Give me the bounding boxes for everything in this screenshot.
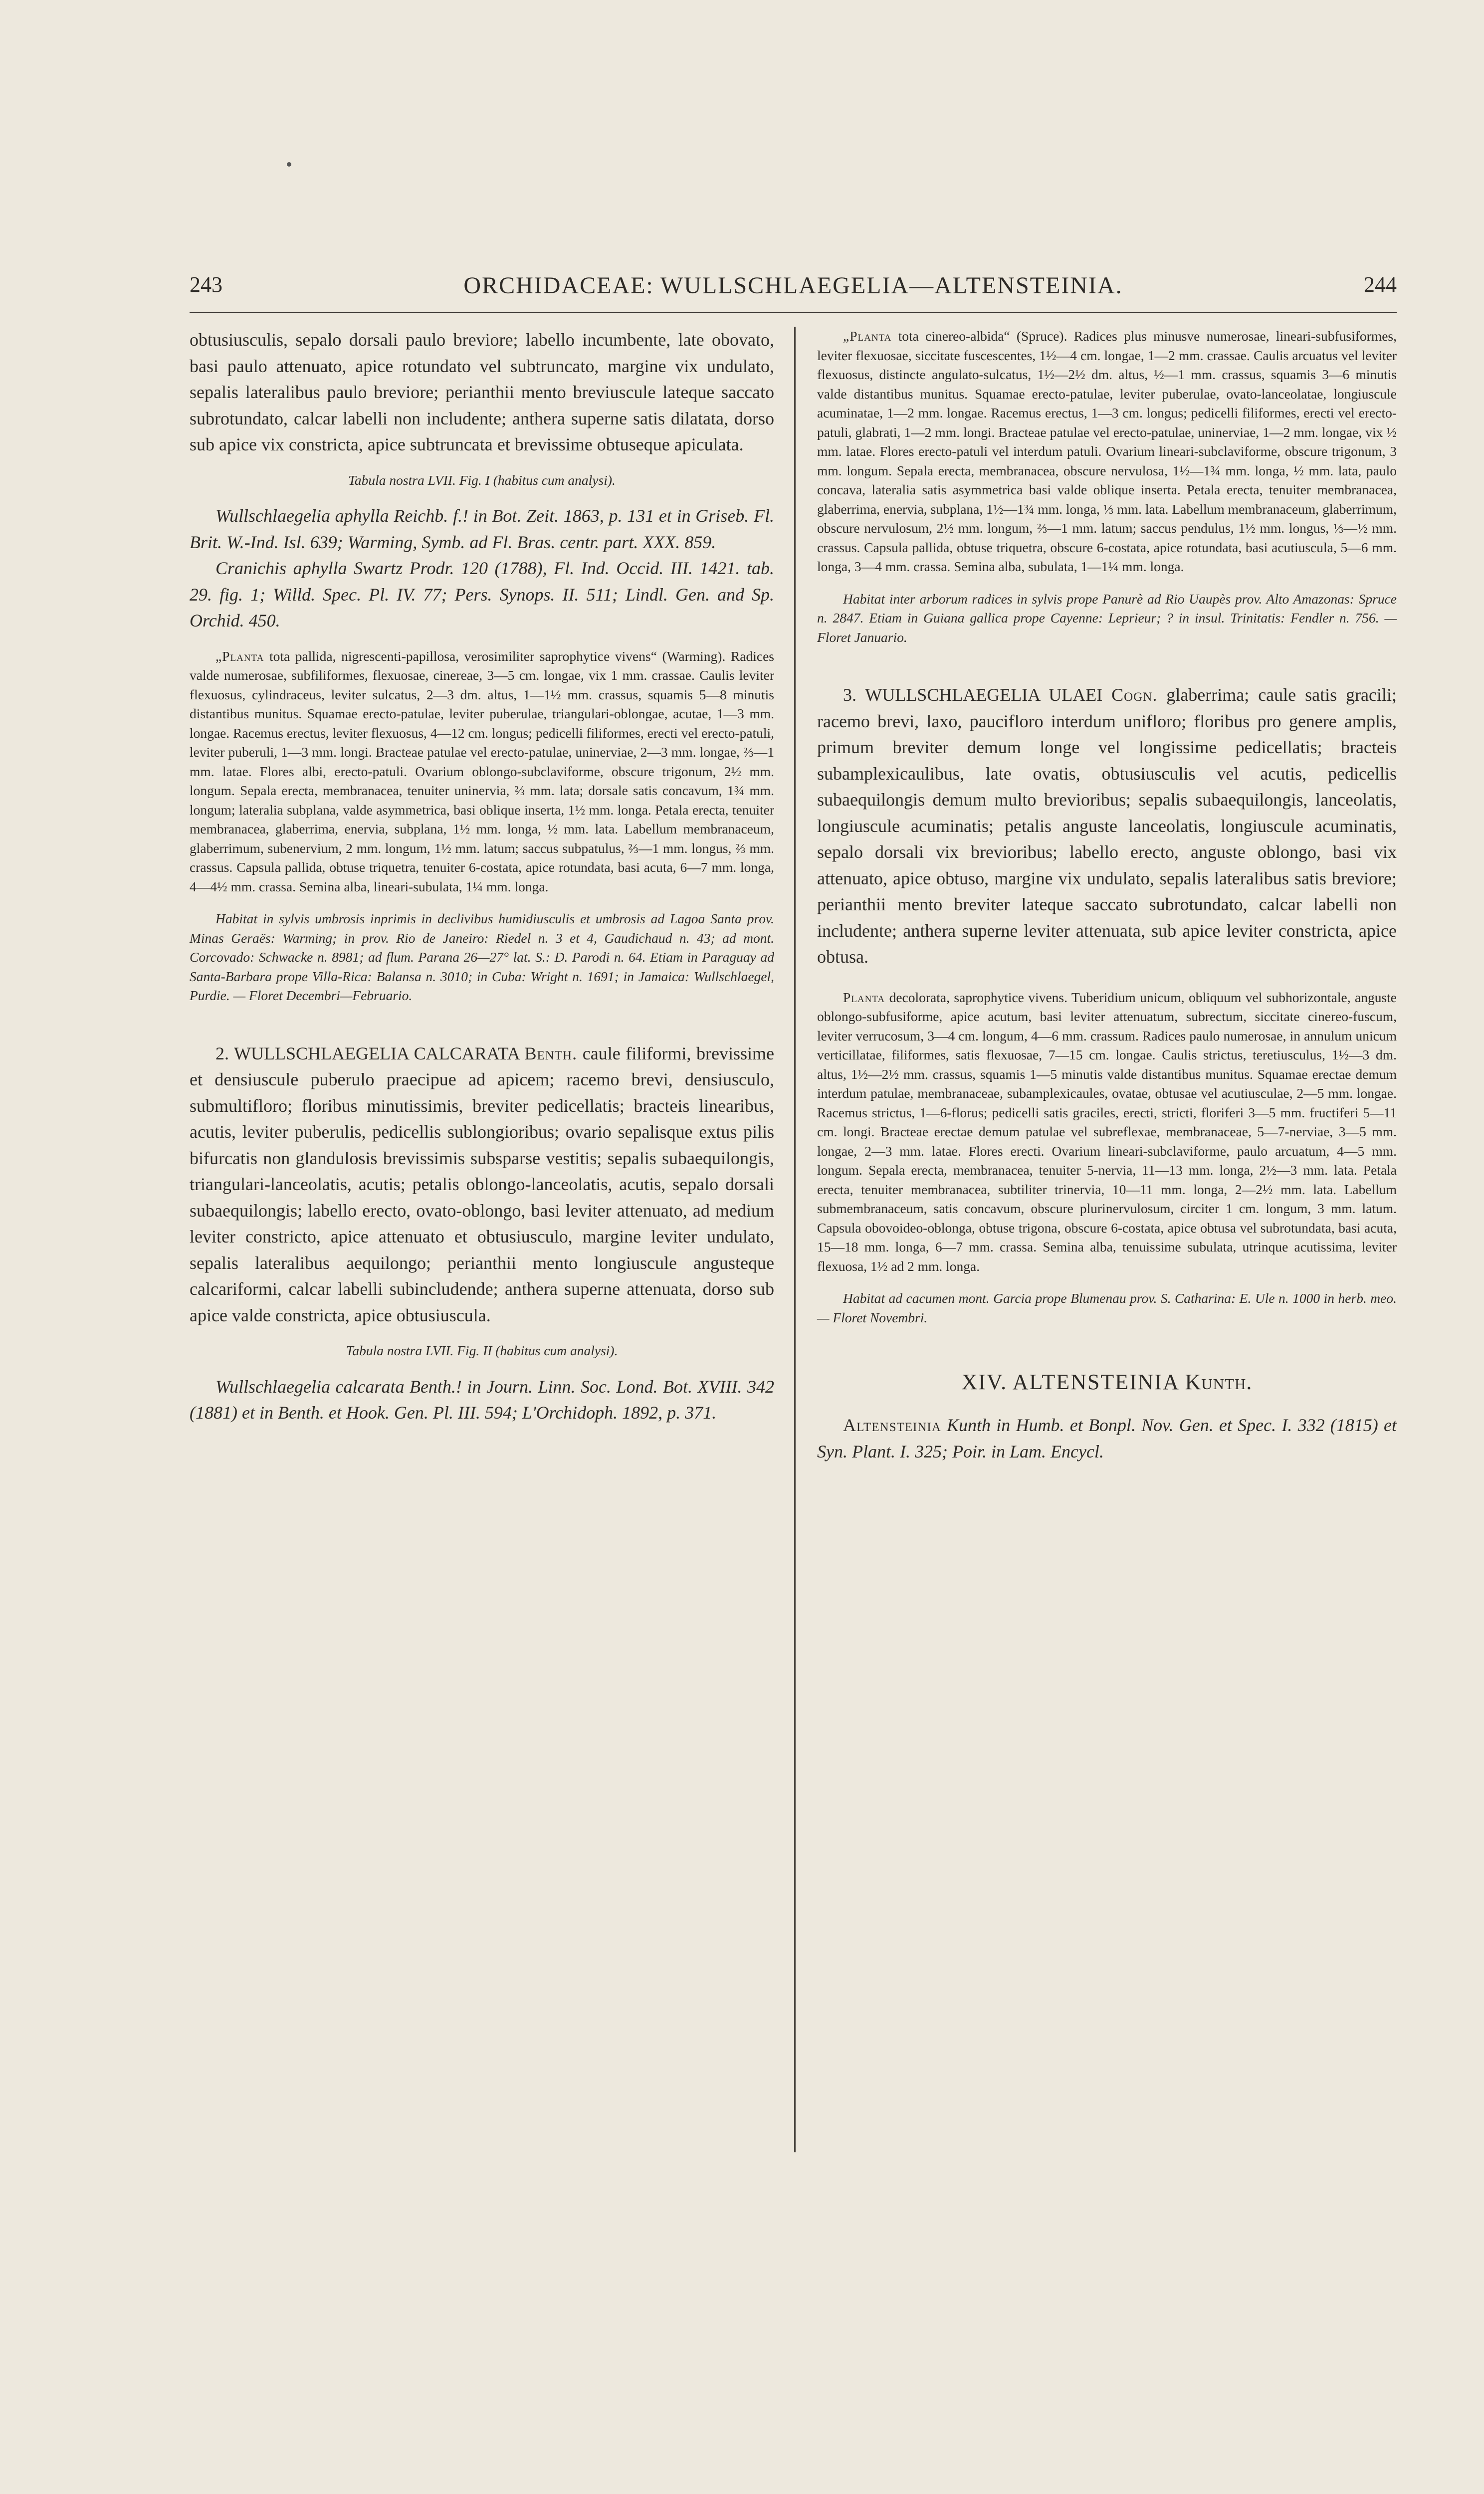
species1-description-end: obtusiusculis, sepalo dorsali paulo breviore; labello incumbente, late obovato, basi paulo attenuato, apice rotundato vel subtruncato, margine vix undulato, sepalis lateralibus paulo breviore; perianthii mento breviuscule lateque saccato subrotundato, calcar labelli non includente; anthera superne satis dilatata, dorso sub apice vix constricta, apice subtruncata et brevissime obtuseque apiculata. [190, 330, 774, 454]
right-column [817, 327, 1397, 1464]
planta-label: „Planta [215, 648, 264, 664]
synonym-reference-3: Wullschlaegelia calcarata Benth.! in Journ. Linn. Soc. Lond. Bot. XVIII. 342 (1881) et in Benth. et Hook. Gen. Pl. III. 594; L'Orchidoph. 1892, p. 371. [190, 1376, 774, 1423]
plate-reference-2: Tabula nostra LVII. Fig. II (habitus cum analysi). [346, 1343, 618, 1358]
page-number-left: 243 [190, 272, 222, 297]
genus-heading [817, 1367, 1397, 1397]
ink-speck [287, 162, 291, 167]
genus-name: Altensteinia [843, 1415, 941, 1435]
planta-label-2: „Planta [843, 328, 892, 344]
header-rule [190, 312, 1397, 313]
species2-habitat: Habitat inter arborum radices in sylvis prope Panurè ad Rio Uaupès prov. Alto Amazonas: Spruce n. 2847. Etiam in Guiana gallica prope Cayenne: Leprieur; ? in insul. Trinitatis: Fendler n. 756. — Floret Januario. [817, 591, 1397, 645]
species2-detailed-description [817, 327, 1397, 577]
species1-detailed-text: tota pallida, nigrescenti-papillosa, verosimiliter saprophytice vivens“ (Warming). Radices valde numerosae, subfiliformes, flexuosae, cinereae, 3—5 cm. longae, vix 1 mm. crassae. Caulis leviter flexuosus, cylindraceus, leviter sulcatus, 2—3 dm. altus, 1—1½ mm. crassus, squamis 5—8 minutis distantibus munitus. Squamae erecto-patulae, leviter puberulae, triangulari-oblongae, acutae, 1—3 mm. longae. Racemus erectus, leviter flexuosus, 4—12 cm. longus; pedicelli filiformes, erecti vel erecto-patuli, leviter puberuli, 1—3 mm. longi. Bracteae patulae vel erecto-patulae, uninerviae, 2—3 mm. longae, ⅔—1 mm. latae. Flores albi, erecto-patuli. Ovarium oblongo-subclaviforme, obscure trigonum, 2½ mm. longum. Sepala erecta, membranacea, tenuiter uninervia, ⅔ mm. lata; dorsale satis concavum, 1¾ mm. longum; lateralia subplana, valde asymmetrica, basi oblique inserta, 1½ mm. longa. Petala erecta, tenuiter membranacea, glaberrima, enervia, subplana, 1½ mm. longa, ½ mm. lata. Labellum membranaceum, glaberrimum, subenervium, 2 mm. longum, 1½ mm. latum; saccus subpatulus, ⅔—1 mm. longus, ⅔ mm. crassus. Capsula pallida, obtuse triquetra, tenuiter 6-costata, apice rotundata, basi acuta, 6—7 mm. longa, 4—4½ mm. crassa. Semina alba, lineari-subulata, 1¼ mm. longa. [190, 648, 774, 894]
genus-heading-author: Kunth. [1185, 1370, 1253, 1394]
species1-detailed-description [190, 647, 774, 897]
planta-label-3: Planta [843, 989, 885, 1005]
synonym-reference-1: Wullschlaegelia aphylla Reichb. f.! in Bot. Zeit. 1863, p. 131 et in Griseb. Fl. Brit. W.-Ind. Isl. 639; Warming, Symb. ad Fl. Bras. centr. part. XXX. 859. [190, 506, 774, 552]
genus-reference [817, 1412, 1397, 1464]
page-number-right: 244 [1364, 272, 1397, 297]
species2-author: Benth. [524, 1043, 578, 1063]
synonym-reference-2: Cranichis aphylla Swartz Prodr. 120 (1788), Fl. Ind. Occid. III. 1421. tab. 29. fig. 1; Willd. Spec. Pl. IV. 77; Pers. Synops. II. 511; Lindl. Gen. and Sp. Orchid. 450. [190, 558, 774, 630]
running-title: ORCHIDACEAE: WULLSCHLAEGELIA—ALTENSTEINIA. [463, 272, 1123, 299]
species2-detailed-text: tota cinereo-albida“ (Spruce). Radices plus minusve numerosae, lineari-subfusiformes, leviter flexuosae, siccitate fuscescentes, 1½—4 cm. longae, 1—2 mm. crassae. Caulis arcuatus vel leviter flexuosus, distincte angulato-sulcatus, 1½—2½ dm. altus, ½—1 mm. crassus, squamis 3—6 minutis valde distantibus munitus. Squamae erecto-patulae, leviter puberulae, ovato-lanceolatae, longiuscule acuminatae, 1—2 mm. longae. Racemus erectus, 1—3 cm. longus; pedicelli filiformes, erecti vel erecto-patuli, glabrati, 1—2 mm. longi. Bracteae patulae vel erecto-patulae, uninerviae, 1—2 mm. longae, vix ½ mm. latae. Flores erecto-patuli vel interdum patuli. Ovarium lineari-subclaviforme, obscure trigonum, 3 mm. longum. Sepala erecta, membranacea, obscure nervulosa, 1½—1¾ mm. longa, ½ mm. lata, paulo concava, lateralia satis asymmetrica basi valde oblique inserta. Petala erecta, tenuiter membranacea, glaberrima, enervia, subplana, 1½—1¾ mm. longa, ⅓ mm. lata. Labellum membranaceum, glaberrimum, obscure nervulosum, 2½ mm. longum, ⅔—1 mm. latum; saccus pendulus, 1½ mm. longus, ⅓—½ mm. crassus. Capsula pallida, obtuse triquetra, obscure 6-costata, apice rotundata, basi acutiuscula, 5—6 mm. longa, 3—4 mm. crassa. Semina alba, subulata, 1—1¼ mm. longa. [817, 328, 1397, 574]
species1-habitat: Habitat in sylvis umbrosis inprimis in declivibus humidiusculis et umbrosis ad Lagoa Santa prov. Minas Geraës: Warming; in prov. Rio de Janeiro: Riedel n. 3 et 4, Gaudichaud n. 43; ad mont. Corcovado: Schwacke n. 8981; ad flum. Parana 26—27° lat. S.: D. Parodi n. 64. Etiam in Paraguay ad Santa-Barbara prope Villa-Rica: Balansa n. 3010; in Cuba: Wright n. 1691; in Jamaica: Wullschlaegel, Purdie. — Floret Decembri—Februario. [190, 911, 774, 1003]
species3-text: glaberrima; caule satis gracili; racemo brevi, laxo, paucifloro interdum unifloro; floribus pro genere amplis, primum breviter demum longe vel longissime pedicellatis; bracteis subamplexicaulibus, late ovatis, obtusiusculis vel acutis, pedicellis subaequilongis demum multo brevioribus; sepalis subaequilongis, lanceolatis, longiuscule acuminatis; petalis anguste lanceolatis, longiuscule acuminatis, sepalo dorsali vix brevioribus; labello erecto, anguste oblongo, basi vix attenuato, apice obtuso, margine vix undulato, sepalis lateralibus satis breviore; perianthii mento breviter lateque saccato subrotundato, calcar labelli non includente; anthera superne leviter attenuata, sub apice leviter constricta, apice obtusa. [817, 685, 1397, 967]
species3-habitat: Habitat ad cacumen mont. Garcia prope Blumenau prov. S. Catharina: E. Ule n. 1000 in herb. meo. — Floret Novembri. [817, 1290, 1397, 1325]
column-divider [794, 327, 796, 2152]
genus-heading-title: XIV. ALTENSTEINIA [961, 1370, 1179, 1394]
species3-diagnosis [817, 682, 1397, 970]
species3-author: Cogn. [1111, 685, 1158, 705]
species2-text: caule filiformi, brevissime et densiuscule puberulo praecipue ad apicem; racemo brevi, densiusculo, submultifloro; floribus minutissimis, breviter pedicellatis; bracteis linearibus, acutis, leviter puberulis, pedicellis sublongioribus; ovario sepalisque extus pilis bifurcatis non glandulosis brevissimis subsparse vestitis; sepalis subaequilongis, triangulari-lanceolatis, acutis; petalis oblongo-lanceolatis, acutis, sepalo dorsali subaequilongis; labello erecto, ovato-oblongo, basi leviter attenuato, ad medium leviter constricto, apice attenuato et obtusiusculo, margine leviter undulato, sepalis lateralibus aequilongo; perianthii mento longiuscule angusteque calcariformi, calcar labelli subincludende; anthera superne attenuata, dorso sub apice valde constricta, apice obtusiuscula. [190, 1043, 774, 1325]
left-column [190, 327, 774, 1426]
page-header [190, 272, 1397, 307]
species2-diagnosis [190, 1040, 774, 1329]
species3-detailed-description [817, 988, 1397, 1276]
species3-detailed-text: decolorata, saprophytice vivens. Tuberidium unicum, obliquum vel subhorizontale, anguste oblongo-subfusiforme, apice acutum, basi leviter attenuatum, subrectum, siccitate cinereo-fuscum, leviter verrucosum, 3—4 cm. longum, 4—6 mm. crassum. Radices paulo numerosae, in annulum unicum verticillatae, filiformes, satis flexuosae, 7—15 cm. longae. Caulis strictus, teretiusculus, 1½—3 dm. altus, 1½—2½ mm. crassus, squamis 1—5 minutis valde distantibus munitus. Squamae erectae demum interdum patulae, membranaceae, subamplexicaules, ovatae, obtusae vel acutiusculae, 2—5 mm. longae. Racemus strictus, 1—6-florus; pedicelli satis graciles, erecti, stricti, floriferi 3—5 mm. fructiferi 5—11 cm. longi. Bracteae erectae demum patulae vel subreflexae, membranaceae, 5—7-nerviae, 3—5 mm. longae, 2—3 mm. latae. Flores erecti. Ovarium lineari-subclaviforme, paulo arcuatum, 4—5 mm. longum. Sepala erecta, membranacea, tenuiter 5-nervia, 11—13 mm. longa, 2½—3 mm. lata. Petala erecta, tenuiter membranacea, subtiliter trinervia, 10—11 mm. longa, 2—2½ mm. lata. Labellum submembranaceum, satis concavum, obscure plurinervulosum, circiter 1 cm. longum, 3 mm. latum. Capsula obovoideo-oblonga, obtuse trigona, obscure 6-costata, apice obtusa vel subrotundata, basi acuta, 15—18 mm. longa, 6—7 mm. crassa. Semina alba, tenuissime subulata, utrinque acutissima, leviter flexuosa, 1½ ad 2 mm. longa. [817, 989, 1397, 1274]
plate-reference-1: Tabula nostra LVII. Fig. I (habitus cum analysi). [348, 472, 616, 488]
species2-heading: 2. WULLSCHLAEGELIA CALCARATA [215, 1043, 519, 1063]
genus-reference-text: Kunth in Humb. et Bonpl. Nov. Gen. et Spec. I. 332 (1815) et Syn. Plant. I. 325; Poir. in Lam. Encycl. [817, 1415, 1397, 1461]
species3-heading: 3. WULLSCHLAEGELIA ULAEI [843, 685, 1103, 705]
